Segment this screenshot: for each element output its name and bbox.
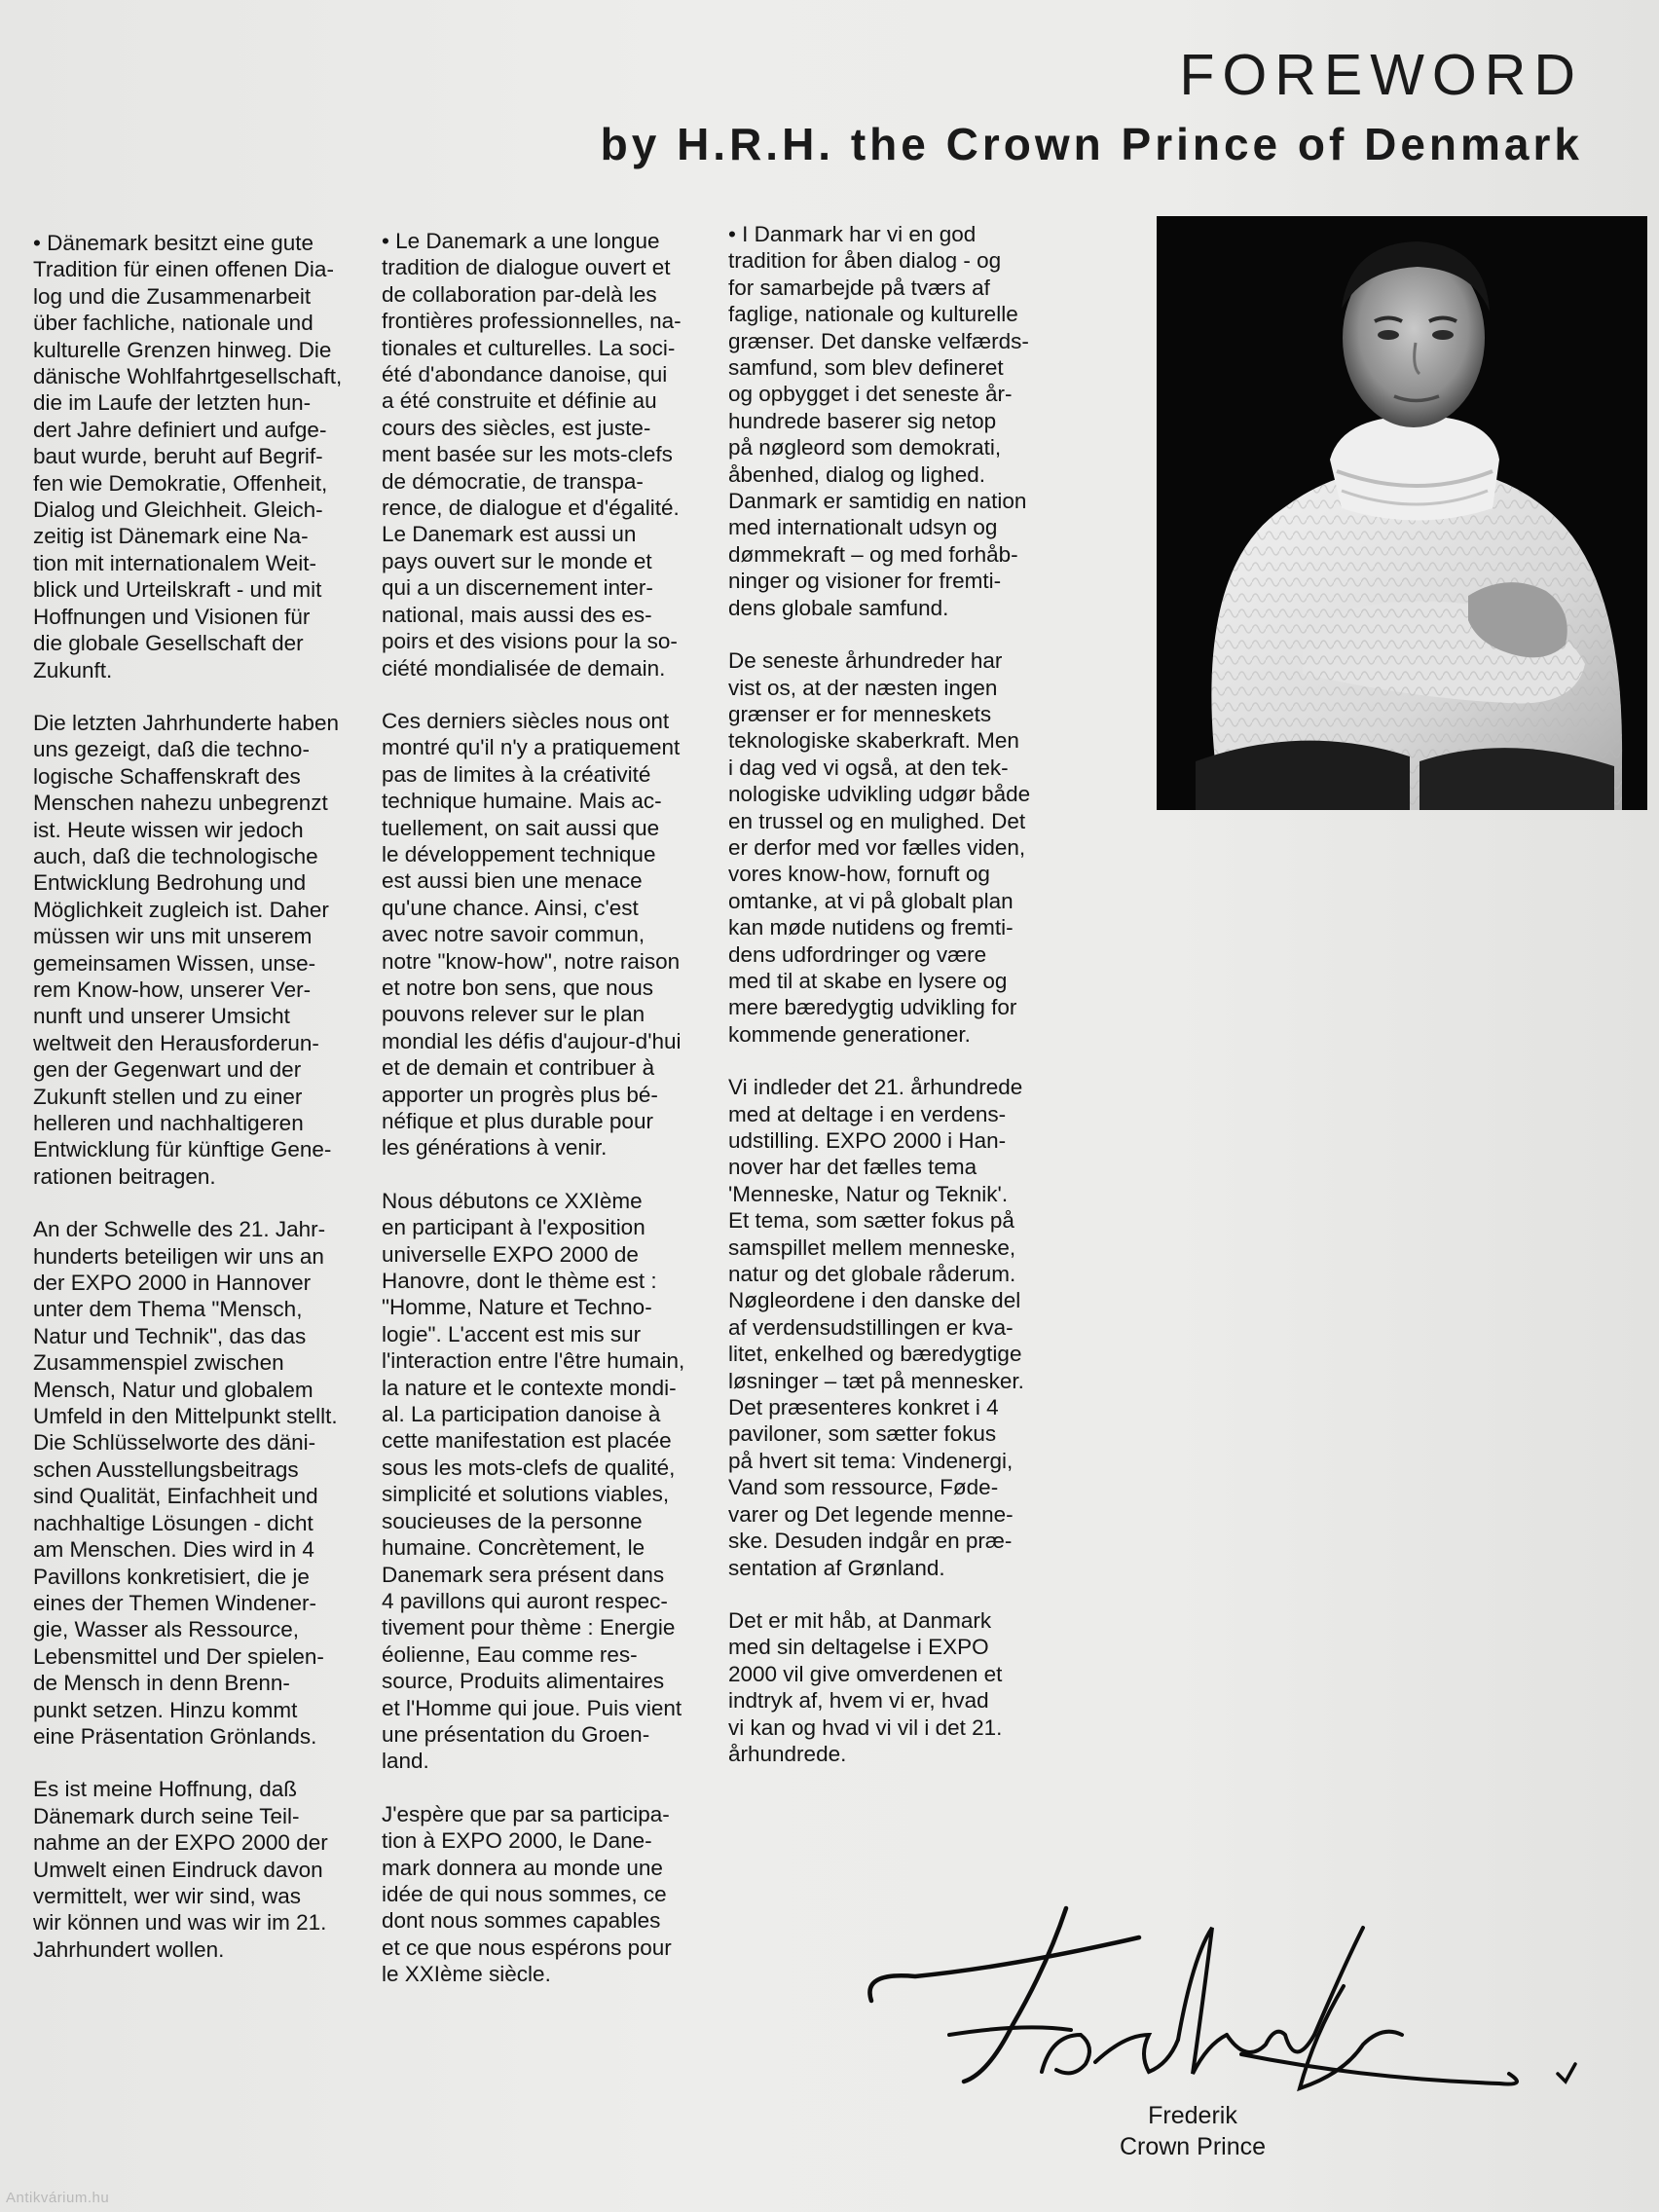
danish-paragraph-4: Det er mit håb, at Danmark med sin deltagelse i EXPO 2000 vil give omverdenen et indtryk af, hvem vi er, hvad vi kan og hvad vi vil i det 21. århundrede. — [728, 1607, 1003, 1766]
danish-paragraph-3: Vi indleder det 21. århundrede med at deltage i en verdens- udstilling. EXPO 2000 i Han- nover har det fælles tema 'Menneske, Natur og Teknik'. Et tema, som sætter fokus på samspillet mellem menneske, natur og det globale råderum. Nøgleordene i den danske del af verdensudstillingen er kva- litet, enkelhed og bæredygtige løsninger – tæt på mennesker. Det præsenteres konkret i 4 paviloner, som sætter fokus på hvert sit tema: Vindenergi, Vand som ressource, Føde- varer og Det legende menne- ske. Desuden indgår en præ- sentation af Grønland. — [728, 1075, 1024, 1580]
danish-column — [728, 221, 1059, 1793]
german-paragraph-3: An der Schwelle des 21. Jahr- hunderts beteiligen wir uns an der EXPO 2000 in Hannover unter dem Thema "Mensch, Natur und Technik", das das Zusammenspiel zwischen Mensch, Natur und globalem Umfeld in den Mittelpunkt stellt. Die Schlüsselworte des däni- schen Ausstellungsbeitrags sind Qualität, Einfachheit und nachhaltige Lösungen - dicht am Menschen. Dies wird in 4 Pavillons konkretisiert, die je eines der Themen Windener- gie, Wasser als Ressource, Lebensmittel und Der spielen- de Mensch in denn Brenn- punkt setzen. Hinzu kommt eine Präsentation Grönlands. — [33, 1217, 338, 1749]
signatory-name: Frederik — [1148, 2102, 1237, 2129]
danish-paragraph-2: De seneste århundreder har vist os, at der næsten ingen grænser er for menneskets teknologiske skaberkraft. Men i dag ved vi også, at den tek- nologiske udvikling udgør både en trussel og en mulighed. Det er derfor med vor fælles viden, vores know-how, fornuft og omtanke, at vi på globalt plan kan møde nutidens og fremti- dens udfordringer og være med til at skabe en lysere og mere bæredygtig udvikling for kommende generationer. — [728, 648, 1031, 1047]
signatory-title: Crown Prince — [1119, 2133, 1267, 2160]
portrait-illustration — [1157, 216, 1647, 810]
french-paragraph-4: J'espère que par sa participa- tion à EXPO 2000, le Dane- mark donnera au monde une idée de qui nous sommes, ce dont nous sommes capables et ce que nous espérons pour le XXIème siècle. — [382, 1801, 672, 1987]
handwritten-signature — [857, 1889, 1597, 2113]
german-column — [33, 230, 364, 1989]
german-paragraph-4: Es ist meine Hoffnung, daß Dänemark durch seine Teil- nahme an der EXPO 2000 der Umwelt einen Eindruck davon vermittelt, wer wir sind, was wir können und was wir im 21. Jahrhundert wollen. — [33, 1777, 328, 1962]
german-paragraph-1: • Dänemark besitzt eine gute Tradition für einen offenen Dia- log und die Zusammenarbeit über fachliche, nationale und kulturelle Grenzen hinweg. Die dänische Wohlfahrtgesellschaft, die im Laufe der letzten hun- dert Jahre definiert und aufge- baut wurde, beruht auf Begrif- fen wie Demokratie, Offenheit, Dialog und Gleichheit. Gleich- zeitig ist Dänemark eine Na- tion mit internationalem Weit- blick und Urteilskraft - und mit Hoffnungen und Visionen für die globale Gesellschaft der Zukunft. — [33, 231, 343, 682]
french-paragraph-2: Ces derniers siècles nous ont montré qu'il n'y a pratiquement pas de limites à la créativité technique humaine. Mais ac- tuellement, on sait aussi que le développement technique est aussi bien une menace qu'une chance. Ainsi, c'est avec notre savoir commun, notre "know-how", notre raison et notre bon sens, que nous pouvons relever sur le plan mondial les défis d'aujour-d'hui et de demain et contribuer à apporter un progrès plus bé- néfique et plus durable pour les générations à venir. — [382, 708, 682, 1161]
danish-paragraph-1: • I Danmark har vi en god tradition for åben dialog - og for samarbejde på tværs af faglige, nationale og kulturelle grænser. Det danske velfærds- samfund, som blev defineret og opbygget i det seneste år- hundrede baserer sig netop på nøgleord som demokrati, åbenhed, dialog og lighed. Danmark er samtidig en nation med internationalt udsyn og dømmekraft – og med forhåb- ninger og visioner for fremti- dens globale samfund. — [728, 222, 1029, 620]
french-paragraph-1: • Le Danemark a une longue tradition de dialogue ouvert et de collaboration par-delà les frontières professionnelles, na- tionales et culturelles. La soci- été d'abondance danoise, qui a été construite et définie au cours des siècles, est juste- ment basée sur les mots-clefs de démocratie, de transpa- rence, de dialogue et d'égalité. Le Danemark est aussi un pays ouvert sur le monde et qui a un discernement inter- national, mais aussi des es- poirs et des visions pour la so- ciété mondialisée de demain. — [382, 229, 682, 681]
french-column — [382, 228, 713, 2014]
german-paragraph-2: Die letzten Jahrhunderte haben uns gezeigt, daß die techno- logische Schaffenskraft des Menschen nahezu unbegrenzt ist. Heute wissen wir jedoch auch, daß die technologische Entwicklung Bedrohung und Möglichkeit zugleich ist. Daher müssen wir uns mit unserem gemeinsamen Wissen, unse- rem Know-how, unserer Ver- nunft und unserer Umsicht weltweit den Herausforderun- gen der Gegenwart und der Zukunft stellen und zu einer helleren und nachhaltigeren Entwicklung für künftige Gene- rationen beitragen. — [33, 710, 339, 1189]
french-paragraph-3: Nous débutons ce XXIème en participant à l'exposition universelle EXPO 2000 de Hanovre, dont le thème est : "Homme, Nature et Techno- logie". L'accent est mis sur l'interaction entre l'être humain, la nature et le contexte mondi- al. La participation danoise à cette manifestation est placée sous les mots-clefs de qualité, simplicité et solutions viables, soucieuses de la personne humaine. Concrètement, le Danemark sera présent dans 4 pavillons qui auront respec- tivement pour thème : Energie éolienne, Eau comme res- source, Produits alimentaires et l'Homme qui joue. Puis vient une présentation du Groen- land. — [382, 1188, 685, 1774]
page-subtitle: by H.R.H. the Crown Prince of Denmark — [600, 119, 1583, 169]
portrait-photo — [1157, 216, 1647, 810]
watermark-text: Antikvárium.hu — [6, 2190, 110, 2206]
page-title: FOREWORD — [1179, 43, 1583, 107]
